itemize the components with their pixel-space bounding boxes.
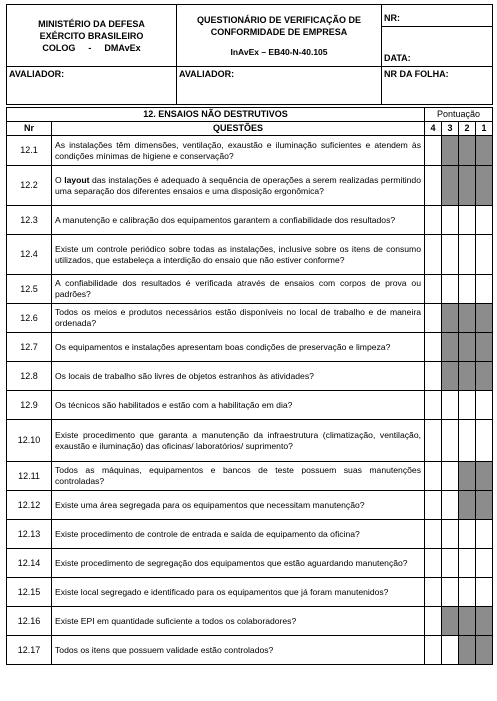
question-row <box>7 462 493 491</box>
question-text: Existe procedimento de segregação dos equipamentos que estão aguardando manutenção? <box>52 549 425 578</box>
evaluator-label-2: AVALIADOR: <box>179 69 235 79</box>
col-questions-header: QUESTÕES <box>52 122 425 136</box>
question-text: Existe EPI em quantidade suficiente a todos os colaboradores? <box>52 607 425 636</box>
score-cell-disabled <box>476 607 493 636</box>
score-cell[interactable] <box>459 578 476 607</box>
score-cell-disabled <box>459 136 476 166</box>
score-cell[interactable] <box>459 235 476 275</box>
question-row <box>7 235 493 275</box>
score-cell[interactable] <box>442 462 459 491</box>
section-title: 12. ENSAIOS NÃO DESTRUTIVOS <box>7 108 425 122</box>
score-cell[interactable] <box>425 636 442 665</box>
form-title-line-2: CONFORMIDADE DE EMPRESA <box>210 26 348 37</box>
question-row <box>7 549 493 578</box>
question-text: Todos as máquinas, equipamentos e bancos de teste possuem suas manutenções controladas? <box>52 462 425 491</box>
score-cell[interactable] <box>425 362 442 391</box>
evaluator-field-2[interactable] <box>177 67 382 105</box>
score-cell-disabled <box>442 333 459 362</box>
score-col-1: 1 <box>476 122 493 136</box>
score-cell-disabled <box>459 491 476 520</box>
question-number: 12.11 <box>7 462 52 491</box>
question-row <box>7 636 493 665</box>
score-cell[interactable] <box>459 391 476 420</box>
score-cell[interactable] <box>425 420 442 462</box>
score-cell[interactable] <box>425 491 442 520</box>
column-header-row <box>7 122 493 136</box>
score-cell[interactable] <box>476 391 493 420</box>
question-text: Existe procedimento que garanta a manutenção da infraestrutura (climatização, ventilação, exaustão e iluminação) das oficinas/ laboratórios/ suprimento? <box>52 420 425 462</box>
score-cell-disabled <box>459 607 476 636</box>
question-text-part: das instalações é adequado à sequência de operações a serem realizadas permitindo uma separação dos diferentes ensaios e uma disposição ergonômica? <box>55 174 421 196</box>
score-cell-disabled <box>442 607 459 636</box>
score-cell[interactable] <box>442 578 459 607</box>
score-cell-disabled <box>442 362 459 391</box>
score-cell[interactable] <box>476 578 493 607</box>
question-text: Todos os itens que possuem validade estão controlados? <box>52 636 425 665</box>
question-number: 12.17 <box>7 636 52 665</box>
score-cell[interactable] <box>442 391 459 420</box>
score-cell-disabled <box>476 636 493 665</box>
question-number: 12.6 <box>7 304 52 333</box>
score-cell[interactable] <box>425 304 442 333</box>
score-cell[interactable] <box>476 235 493 275</box>
score-cell[interactable] <box>425 391 442 420</box>
question-row <box>7 275 493 304</box>
org-line-1: MINISTÉRIO DA DEFESA <box>38 18 145 29</box>
question-text-emphasis: layout <box>64 174 90 185</box>
org-line-3: COLOG - DMAvEx <box>42 42 141 53</box>
evaluator-field-1[interactable] <box>7 67 177 105</box>
question-row <box>7 362 493 391</box>
question-number: 12.5 <box>7 275 52 304</box>
score-cell[interactable] <box>425 206 442 235</box>
question-row <box>7 391 493 420</box>
score-cell[interactable] <box>425 520 442 549</box>
score-cell-disabled <box>442 166 459 206</box>
score-cell[interactable] <box>476 520 493 549</box>
score-col-2: 2 <box>459 122 476 136</box>
score-title: Pontuação <box>425 108 493 122</box>
score-cell[interactable] <box>459 549 476 578</box>
question-text: Os equipamentos e instalações apresentam boas condições de preservação e limpeza? <box>52 333 425 362</box>
nr-label: NR: <box>384 13 400 23</box>
score-cell[interactable] <box>425 549 442 578</box>
score-cell-disabled <box>459 166 476 206</box>
question-number: 12.14 <box>7 549 52 578</box>
score-cell[interactable] <box>442 520 459 549</box>
score-cell-disabled <box>476 136 493 166</box>
score-cell[interactable] <box>442 549 459 578</box>
score-cell-disabled <box>459 304 476 333</box>
score-cell[interactable] <box>476 549 493 578</box>
question-text: Existe local segregado e identificado para os equipamentos que já foram manutenidos? <box>52 578 425 607</box>
nr-field[interactable] <box>382 5 493 27</box>
score-cell-disabled <box>476 362 493 391</box>
score-col-3: 3 <box>442 122 459 136</box>
question-row <box>7 607 493 636</box>
question-row <box>7 304 493 333</box>
score-cell-disabled <box>476 166 493 206</box>
question-text: Existe procedimento de controle de entrada e saída de equipamento da oficina? <box>52 520 425 549</box>
score-cell[interactable] <box>476 275 493 304</box>
score-cell[interactable] <box>425 333 442 362</box>
question-row <box>7 136 493 166</box>
question-number: 12.15 <box>7 578 52 607</box>
score-cell-disabled <box>442 304 459 333</box>
score-cell[interactable] <box>459 206 476 235</box>
evaluator-label-1: AVALIADOR: <box>9 69 65 79</box>
question-text: Existe um controle periódico sobre todas as instalações, inclusive sobre os itens de consumo utilizados, que estabeleça a interdição do ensaio que não estiver conforme? <box>52 235 425 275</box>
question-text: A confiabilidade dos resultados é verificada através de ensaios com corpos de prova ou padrões? <box>52 275 425 304</box>
score-cell-disabled <box>459 636 476 665</box>
question-text: Existe uma área segregada para os equipamentos que necessitam manutenção? <box>52 491 425 520</box>
score-cell[interactable] <box>425 136 442 166</box>
form-header <box>6 4 493 105</box>
score-cell[interactable] <box>442 235 459 275</box>
form-title-line-1: QUESTIONÁRIO DE VERIFICAÇÃO DE <box>196 14 361 25</box>
question-row <box>7 333 493 362</box>
sheet-number-field[interactable] <box>382 67 493 105</box>
score-col-4: 4 <box>425 122 442 136</box>
score-cell[interactable] <box>442 420 459 462</box>
question-text: Os técnicos são habilitados e estão com a habilitação em dia? <box>52 391 425 420</box>
score-cell-disabled <box>476 491 493 520</box>
score-cell[interactable] <box>442 206 459 235</box>
question-number: 12.13 <box>7 520 52 549</box>
organization-block <box>7 5 177 67</box>
score-cell-disabled <box>476 462 493 491</box>
question-number: 12.9 <box>7 391 52 420</box>
question-row <box>7 491 493 520</box>
question-number: 12.12 <box>7 491 52 520</box>
org-line-2: EXÉRCITO BRASILEIRO <box>39 30 144 41</box>
score-cell[interactable] <box>425 235 442 275</box>
question-number: 12.1 <box>7 136 52 166</box>
question-row <box>7 420 493 462</box>
date-field[interactable] <box>382 27 493 67</box>
score-cell[interactable] <box>459 520 476 549</box>
question-number: 12.10 <box>7 420 52 462</box>
score-cell[interactable] <box>425 166 442 206</box>
question-row <box>7 520 493 549</box>
question-row <box>7 578 493 607</box>
question-number: 12.16 <box>7 607 52 636</box>
score-cell-disabled <box>476 333 493 362</box>
score-cell[interactable] <box>442 275 459 304</box>
question-text: Todos os meios e produtos necessários estão disponíveis no local de trabalho e de maneira ordenada? <box>52 304 425 333</box>
section-title-row <box>7 108 493 122</box>
question-number: 12.4 <box>7 235 52 275</box>
question-row <box>7 206 493 235</box>
score-cell[interactable] <box>459 420 476 462</box>
score-cell[interactable] <box>442 636 459 665</box>
question-number: 12.7 <box>7 333 52 362</box>
question-row <box>7 166 493 206</box>
score-cell[interactable] <box>459 275 476 304</box>
score-cell[interactable] <box>476 206 493 235</box>
score-cell[interactable] <box>425 578 442 607</box>
form-code: InAvEx – EB40-N-40.105 <box>230 46 328 57</box>
score-cell[interactable] <box>442 491 459 520</box>
question-text: Os locais de trabalho são livres de objetos estranhos às atividades? <box>52 362 425 391</box>
question-text: A manutenção e calibração dos equipamentos garantem a confiabilidade dos resultados? <box>52 206 425 235</box>
question-number: 12.8 <box>7 362 52 391</box>
col-nr-header: Nr <box>7 122 52 136</box>
score-cell-disabled <box>459 362 476 391</box>
score-cell[interactable] <box>425 275 442 304</box>
sheet-number-label: NR DA FOLHA: <box>384 69 449 79</box>
question-number: 12.3 <box>7 206 52 235</box>
score-cell[interactable] <box>425 462 442 491</box>
score-cell[interactable] <box>476 420 493 462</box>
score-cell-disabled <box>476 304 493 333</box>
checklist-table <box>6 107 493 665</box>
question-number: 12.2 <box>7 166 52 206</box>
score-cell[interactable] <box>425 607 442 636</box>
score-cell-disabled <box>459 333 476 362</box>
question-text-part: O <box>55 174 65 185</box>
score-cell-disabled <box>459 462 476 491</box>
date-label: DATA: <box>384 53 411 63</box>
score-cell-disabled <box>442 136 459 166</box>
question-text: As instalações têm dimensões, ventilação, exaustão e iluminação suficientes e atendem às condições mínimas de higiene e conservação? <box>52 136 425 166</box>
form-title-block <box>177 5 382 67</box>
question-text <box>52 166 425 206</box>
